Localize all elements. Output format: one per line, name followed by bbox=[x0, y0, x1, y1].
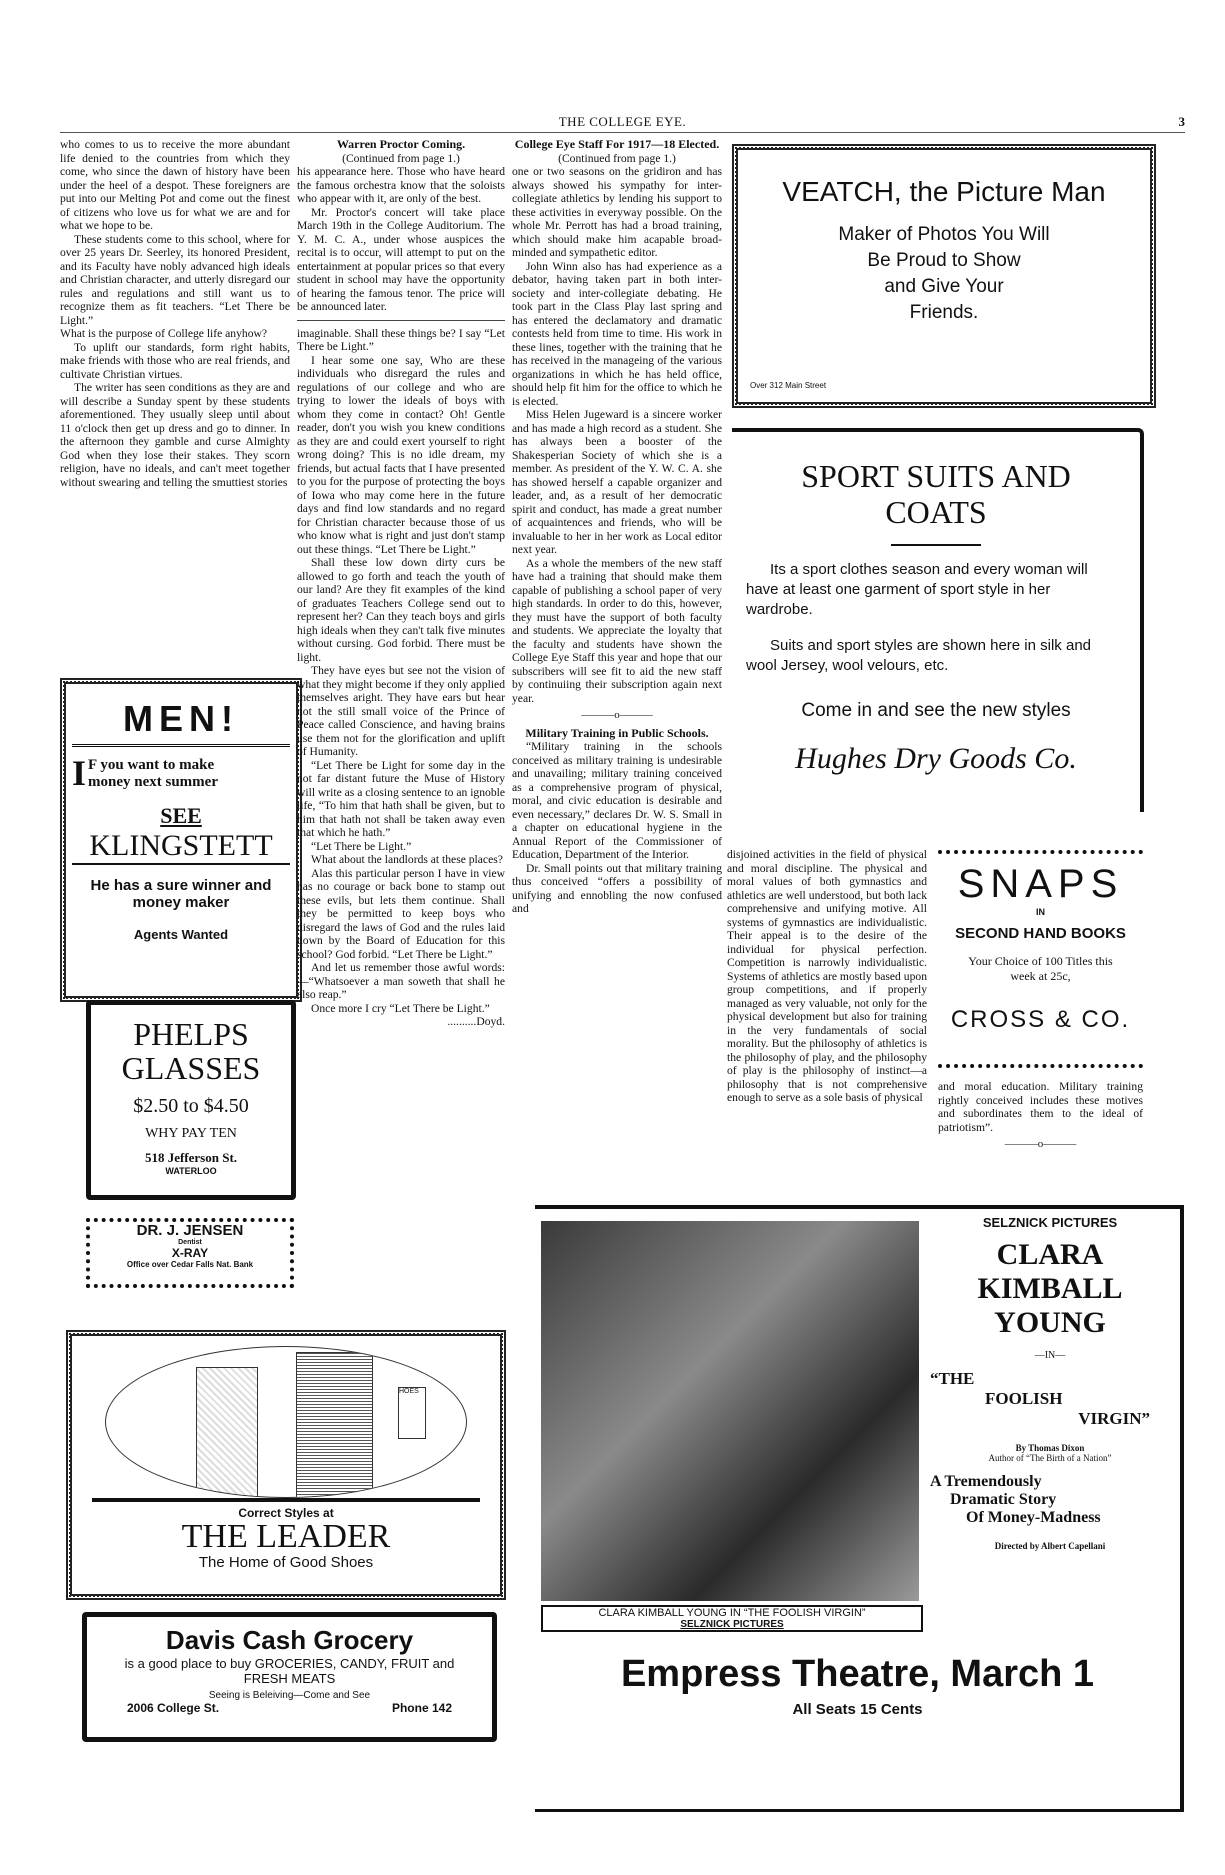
article-headline: Military Training in Public Schools. bbox=[525, 725, 709, 740]
cross-co-snaps-ad bbox=[938, 850, 1143, 1068]
article-paragraph: The writer has seen conditions as they are and will describe a Sunday spent by these students aforementioned. They usually sleep until about 11 o'clock then get up dress and go to dinner. In the afternoon they gamble and curse Almighty God when they lose their stakes. They scorn religion, have no ideals, and can't meet together without swearing and telling the smuttiest stories bbox=[60, 381, 290, 489]
ad-address: 2006 College St. bbox=[127, 1701, 220, 1715]
ad-line: and Give Your bbox=[884, 276, 1004, 297]
signature: ..........Doyd. bbox=[447, 1015, 505, 1028]
film-info bbox=[930, 1215, 1170, 1551]
article-paragraph: who comes to us to receive the more abundant life denied to the countries from which they come, who since the dawn of history have been under the heel of a despot. These foreigners are put into our Melting Pot and come out the finest of citizens who love us for what we are and for what we hope to be. bbox=[60, 138, 290, 232]
article-paragraph: And let us remember those awful words:—“Whatsoever a man soweth that shall he also reap.” bbox=[297, 961, 505, 1001]
ad-subhead: SECOND HAND BOOKS bbox=[955, 925, 1126, 942]
ad-slogan: Seeing is Beleiving—Come and See bbox=[208, 1690, 371, 1701]
article-paragraph: As a whole the members of the new staff have had a training that should make them capable of publishing a school paper of very high standards. In order to do this, however, they must have the support of both faculty and students. We appreciate the loyalty that the faculty and students have shown the College Eye Staff this year and hope that our subscribers will see fit to aid the new staff by continuiing their subscription again next year. bbox=[512, 556, 722, 705]
ad-line: FRESH MEATS bbox=[243, 1671, 336, 1686]
film-title: FOOLISH bbox=[985, 1389, 1063, 1408]
page-number: 3 bbox=[1178, 114, 1185, 129]
masthead bbox=[60, 114, 1185, 133]
article-paragraph: What is the purpose of College life anyhow? bbox=[60, 327, 268, 340]
ad-phone: Phone 142 bbox=[391, 1701, 452, 1715]
column-4-article bbox=[727, 848, 927, 1105]
caption-line: CLARA KIMBALL YOUNG IN “THE FOOLISH VIRGIN” bbox=[598, 1607, 866, 1619]
ad-line: PHELPS bbox=[133, 1016, 249, 1052]
davis-grocery-ad bbox=[82, 1612, 497, 1742]
phelps-glasses-ad bbox=[86, 1000, 296, 1200]
ad-paragraph: Its a sport clothes season and every woman will have at least one garment of sport style in her wardrobe. bbox=[746, 561, 1088, 618]
klingstett-ad bbox=[60, 678, 302, 1002]
ad-line: Be Proud to Show bbox=[867, 250, 1021, 271]
ad-address: 518 Jefferson St. bbox=[144, 1150, 238, 1165]
ad-headline: MEN! bbox=[72, 698, 290, 747]
article-paragraph: Alas this particular person I have in view has no courage or back bone to stamp out these evils, but lets them continue. Shall they be permitted to keep boys who disregard the laws of God and the rules laid down by the Board of Education for this school? God forbid. “Let There be Light.” bbox=[297, 866, 505, 961]
ad-address: Office over Cedar Falls Nat. Bank bbox=[126, 1260, 254, 1269]
theatre-date: Empress Theatre, March 1 bbox=[620, 1653, 1095, 1695]
separator: ———o——— bbox=[1004, 1138, 1077, 1150]
article-paragraph: “Let There be Light.” bbox=[311, 839, 412, 853]
ad-name: Davis Cash Grocery bbox=[165, 1625, 414, 1655]
ad-line: X-RAY bbox=[171, 1246, 209, 1260]
continued-note: (Continued from page 1.) bbox=[558, 151, 676, 165]
author-note: Author of “The Birth of a Nation” bbox=[988, 1453, 1112, 1463]
continued-note: (Continued from page 1.) bbox=[342, 151, 460, 165]
ad-line: IN bbox=[1036, 907, 1045, 917]
dr-jensen-ad bbox=[86, 1218, 294, 1288]
article-headline: College Eye Staff For 1917—18 Elected. bbox=[514, 137, 720, 151]
article-paragraph: They have eyes but see not the vision of what they might become if they only applied themselves aright. They have ears but hear not the still small voice of the Prince of Peace called Conscience, and having brains use them not for the glorification and uplift of Humanity. bbox=[297, 664, 505, 758]
ad-footer: Agents Wanted bbox=[133, 927, 229, 942]
column-3-article bbox=[512, 138, 722, 916]
article-paragraph: John Winn also has had experience as a debator, having taken part in both inter-society and inter-collegiate debating. He took part in the Class Play last spring and has entered the declamatory and dramatic contests held from time to time. His work in these lines, together with the training that he has received in the manageing of the various organizations in which he has held office, should help fit him for the office to which he is elected. bbox=[512, 259, 722, 408]
woman-figure bbox=[196, 1367, 258, 1498]
article-paragraph: disjoined activities in the field of physical and moral discipline. The physical and moral values of both gymnastics and athletics are well understood, but both lack comprehensive and unifying motive. All systems of gymnastics are individualistic. Their appeal is to the desire of the individual for physical perfection. Competition is narrowly individualistic. Systems of athletics are mostly based upon group competitions, and if properly managed as very valuable, not only for the physical development but also for training in the very fundamentals of social morality. But the philosophy of athletics is the philosophy of play, and the philosophy of play is the philosophy of instinct—a philosophy that is not comprehensive enough to serve as a sole basis of physical bbox=[727, 848, 927, 1104]
ad-line: Your Choice of 100 Titles this bbox=[968, 954, 1113, 968]
ad-headline: SPORT SUITS AND bbox=[801, 458, 1071, 494]
ad-line: He has a sure winner and bbox=[90, 877, 272, 894]
article-paragraph: his appearance here. Those who have heard the famous orchestra know that the soloists who appear with it, are only of the best. bbox=[297, 165, 505, 205]
ad-line: Dentist bbox=[178, 1239, 202, 1246]
article-paragraph: To uplift our standards, form right habits, make friends with those who are real friends, and cultivate Christian virtues. bbox=[60, 340, 290, 381]
counter-line bbox=[92, 1498, 480, 1502]
column-1-article bbox=[60, 138, 290, 489]
author: By Thomas Dixon bbox=[1015, 1443, 1085, 1453]
article-paragraph: Shall these low down dirty curs be allowed to go forth and teach the youth of our land? Are they fit examples of the kind of graduates Teachers College send out to represent her? Can they teach boys and girls high ideals when they can't talk five minutes without cursing. God forbid. There must be light. bbox=[297, 556, 505, 664]
caption-studio: SELZNICK PICTURES bbox=[680, 1619, 784, 1630]
ad-line: Of Money-Madness bbox=[966, 1509, 1101, 1526]
ad-price: $2.50 to $4.50 bbox=[133, 1095, 249, 1117]
ad-line: money maker bbox=[132, 894, 230, 911]
star-name: YOUNG bbox=[994, 1306, 1106, 1339]
ad-line: The Home of Good Shoes bbox=[198, 1554, 374, 1571]
ad-slogan: WHY PAY TEN bbox=[145, 1126, 237, 1141]
article-paragraph: and moral education. Military training rightly conceived includes these motives and subordinates them to the ideal of patriotism”. bbox=[938, 1080, 1143, 1134]
ad-line: Friends. bbox=[909, 302, 979, 323]
ad-line: Maker of Photos You Will bbox=[838, 224, 1050, 245]
article-headline: Warren Proctor Coming. bbox=[336, 137, 466, 151]
ad-line: Dramatic Story bbox=[950, 1491, 1057, 1508]
article-paragraph: Mr. Proctor's concert will take place March 19th in the College Auditorium. The Y. M. C. A., under whose auspices the recital is to occur, will attempt to put on the entertainment at popular prices so that every student in school may have the opportunity of hearing the famous tenor. The price will be announced later. bbox=[297, 205, 505, 313]
ticket-price: All Seats 15 Cents bbox=[792, 1701, 923, 1718]
ad-line: is a good place to buy GROCERIES, CANDY, FRUIT and bbox=[124, 1656, 455, 1671]
man-figure bbox=[296, 1352, 373, 1498]
shoe-store-illustration bbox=[105, 1346, 467, 1498]
ad-line: A Tremendously bbox=[930, 1473, 1042, 1490]
ad-line: Correct Styles at bbox=[238, 1506, 334, 1520]
director: Directed by Albert Capellani bbox=[994, 1541, 1106, 1551]
ad-line: F you want to make bbox=[88, 757, 215, 773]
article-paragraph: “Let There be Light for some day in the not far distant future the Muse of History will write as a closing sentence to an ignoble life, “To him that hath shall be given, but to him that hath not shall be taken away even that which he hath.” bbox=[297, 758, 505, 839]
ad-store: CROSS & CO. bbox=[950, 1006, 1131, 1033]
ad-headline: COATS bbox=[885, 494, 987, 530]
column-2-article bbox=[297, 138, 505, 1029]
ad-paragraph: Suits and sport styles are shown here in silk and wool Jersey, wool velours, etc. bbox=[746, 637, 1091, 674]
ad-name: DR. J. JENSEN bbox=[136, 1222, 244, 1239]
article-paragraph: “Military training in the schools conceived as military training is undesirable and unavailing; military training conceived as a comprehensive program of physical, moral, and civic education is desirable and even necessary,” declares Dr. W. S. Small in a chapter on educational hygiene in the Annual Report of the Commissioner of Education, Department of the Interior. bbox=[512, 740, 722, 861]
ad-line: week at 25c, bbox=[1010, 969, 1071, 983]
film-still-photo bbox=[541, 1221, 919, 1601]
studio-name: SELZNICK PICTURES bbox=[982, 1215, 1118, 1230]
ad-city: WATERLOO bbox=[165, 1166, 217, 1176]
divider bbox=[297, 320, 505, 321]
hughes-dry-goods-ad bbox=[732, 428, 1144, 812]
the-leader-ad bbox=[66, 1330, 506, 1600]
ad-see: SEE bbox=[160, 803, 202, 828]
article-paragraph: imaginable. Shall these things be? I say “Let There be Light.” bbox=[297, 326, 505, 353]
column-5-article bbox=[938, 1080, 1143, 1156]
newspaper-title: THE COLLEGE EYE. bbox=[558, 114, 687, 129]
star-name: KIMBALL bbox=[977, 1272, 1123, 1305]
ad-cta: Come in and see the new styles bbox=[801, 700, 1071, 721]
separator: ———o——— bbox=[581, 709, 653, 721]
divider bbox=[891, 544, 981, 546]
drop-cap: I bbox=[72, 753, 87, 793]
veatch-ad bbox=[732, 144, 1156, 408]
ad-address: Over 312 Main Street bbox=[750, 381, 827, 390]
article-paragraph: Once more I cry “Let There be Light.” bbox=[311, 1001, 490, 1015]
article-paragraph: I hear some one say, Who are these individuals who disregard the rules and regulations of our college and who are trying to lower the ideals of boys with whom they come in contact? Oh! Gentle reader, don't you wish you knew conditions as they are and could exert yourself to right wrong doing? This is no idle dream, my friends, but actual facts that I have presented to you for the purpose of protecting the boys of Iowa who may come here in the future days and find low standards and no regard for Christian character because those of us who know what is right and just don't stamp out these things. “Let There be Light.” bbox=[297, 353, 505, 556]
article-paragraph: What about the landlords at these places? bbox=[311, 853, 503, 866]
star-name: CLARA bbox=[996, 1238, 1104, 1271]
ad-name: THE LEADER bbox=[181, 1518, 391, 1555]
shoes-sign: HOES bbox=[398, 1387, 426, 1439]
film-title: “THE bbox=[930, 1369, 975, 1388]
article-paragraph: Dr. Small points out that military training thus conceived “offers a possibility of unifying and ennobling the now confused and bbox=[512, 861, 722, 915]
ad-headline: VEATCH, the Picture Man bbox=[782, 176, 1106, 207]
ad-store: Hughes Dry Goods Co. bbox=[795, 742, 1077, 775]
ad-line: —IN— bbox=[1034, 1350, 1066, 1361]
empress-theatre-ad bbox=[535, 1205, 1184, 1812]
ad-line: GLASSES bbox=[121, 1050, 261, 1086]
article-paragraph: one or two seasons on the gridiron and has always showed his sympathy for inter-collegiate athletics by lending his support to these activities in everyway possible. On the whole Mr. Perrott has had a broad training, which should make him acapable broad-minded and sympathetic editor. bbox=[512, 165, 722, 259]
article-paragraph: Miss Helen Jugeward is a sincere worker and has made a high record as a student. She has always been a booster of the Shakesperian Society of which she is a member. As president of the Y. W. C. A. she has showed herself a capable organizer and leader, and, as a result of her democratic spirit and conduct, has made a great number of acquaintences and friends, who will be invaluable to her in her work as Local editor next year. bbox=[512, 408, 722, 556]
film-title: VIRGIN” bbox=[1078, 1409, 1150, 1428]
article-paragraph: These students come to this school, where for over 25 years Dr. Seerley, its honored President, and its Faculty have nobly advanced high ideals and Christian character, and utterly disregard our rules and regulations and still want us to recognize them as fit teachers. “Let There be Light.” bbox=[60, 232, 290, 327]
ad-line: money next summer bbox=[88, 774, 218, 790]
ad-name: KLINGSTETT bbox=[72, 829, 290, 865]
photo-caption bbox=[541, 1605, 923, 1632]
ad-headline: SNAPS bbox=[957, 862, 1124, 906]
